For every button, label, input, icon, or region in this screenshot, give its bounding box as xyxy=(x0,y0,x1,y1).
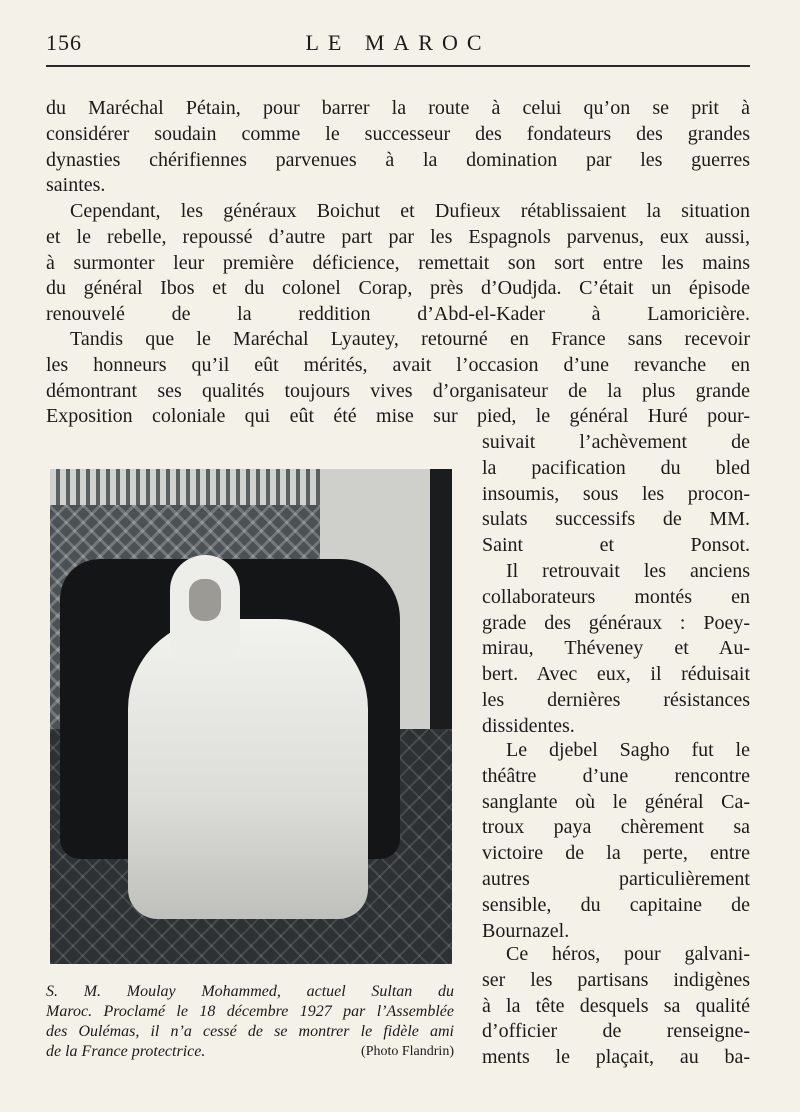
white-robe xyxy=(128,619,368,919)
text-line: suivait l’achèvement de xyxy=(482,431,750,453)
text-line: et le rebelle, repoussé d’autre part par les Espagnols parvenus, eux aussi, xyxy=(46,225,750,248)
paragraph-3 xyxy=(46,327,750,430)
paragraph-1 xyxy=(46,96,750,199)
caption-line: Maroc. Proclamé le 18 décembre 1927 par l’Assemblée xyxy=(46,1003,454,1020)
paragraph-5 xyxy=(482,738,750,944)
paragraph-4 xyxy=(482,559,750,740)
text-line: troux paya chèrement sa xyxy=(482,816,750,839)
text-line: les honneurs qu’il eût mérités, avait l’occasion d’une revanche en xyxy=(46,353,750,376)
text-line: Il retrouvait les anciens xyxy=(506,560,750,582)
text-line: sanglante où le général Ca- xyxy=(482,790,750,813)
text-line: Le djebel Sagho fut le xyxy=(506,739,750,761)
text-line: bert. Avec eux, il réduisait xyxy=(482,663,750,686)
header-rule xyxy=(46,65,750,67)
wall-frieze xyxy=(50,469,320,505)
text-line: du Maréchal Pétain, pour barrer la route à celui qu’on se prit à xyxy=(46,97,750,119)
photo-credit: (Photo Flandrin) xyxy=(361,1044,454,1059)
text-line: Saint et Ponsot. xyxy=(482,534,750,557)
text-line: ments le plaçait, au ba- xyxy=(482,1046,750,1069)
text-line: sulats successifs de MM. xyxy=(482,508,750,531)
paragraph-2 xyxy=(46,199,750,328)
face xyxy=(189,579,221,621)
text-line: Ce héros, pour galvani- xyxy=(506,943,750,965)
text-line: du général Ibos et du colonel Corap, près d’Oudjda. C’était un épisode xyxy=(46,277,750,300)
text-line: la pacification du bled xyxy=(482,456,750,479)
paragraph-3-continued xyxy=(482,430,750,559)
text-line: ser les partisans indigènes xyxy=(482,968,750,991)
text-line: victoire de la perte, entre xyxy=(482,842,750,865)
text-line: Exposition coloniale qui eût été mise sur pied, le général Huré pour- xyxy=(46,405,750,428)
sultan-photograph xyxy=(50,469,452,964)
paragraph-6 xyxy=(482,942,750,1071)
text-line: considérer soudain comme le successeur des fondateurs des grandes xyxy=(46,122,750,145)
text-line: Tandis que le Maréchal Lyautey, retourné en France sans recevoir xyxy=(70,328,750,350)
caption-line: S. M. Moulay Mohammed, actuel Sultan du xyxy=(46,983,454,1000)
text-line: d’officier de renseigne- xyxy=(482,1020,750,1043)
caption-line: de la France protectrice. xyxy=(46,1043,206,1060)
caption-line: des Oulémas, il n’a cessé de se montrer le fidèle ami xyxy=(46,1023,454,1040)
page-number: 156 xyxy=(46,30,82,55)
text-line: dissidentes. xyxy=(482,714,575,737)
text-line: Bournazel. xyxy=(482,919,570,942)
text-line: saintes. xyxy=(46,174,106,197)
text-line: théâtre d’une rencontre xyxy=(482,764,750,787)
text-line: collaborateurs montés en xyxy=(482,585,750,608)
text-line: renouvelé de la reddition d’Abd-el-Kader à Lamoricière. xyxy=(46,303,750,326)
page-header xyxy=(46,26,750,66)
text-line: les dernières résistances xyxy=(482,688,750,711)
running-title: LE MAROC xyxy=(305,30,491,55)
text-line: autres particulièrement xyxy=(482,867,750,890)
text-line: à surmonter leur première déficience, remettait son sort entre les mains xyxy=(46,251,750,274)
photo-caption xyxy=(46,982,454,1062)
text-line: mirau, Théveney et Au- xyxy=(482,637,750,660)
text-line: Cependant, les généraux Boichut et Dufieux rétablissaient la situation xyxy=(70,200,750,222)
text-line: insoumis, sous les procon- xyxy=(482,482,750,505)
text-line: grade des généraux : Poey- xyxy=(482,611,750,634)
text-line: démontrant ses qualités toujours vives d’organisateur de la plus grande xyxy=(46,379,750,402)
text-line: dynasties chérifiennes parvenues à la domination par les guerres xyxy=(46,148,750,171)
text-line: à la tête desquels sa qualité xyxy=(482,994,750,1017)
text-line: sensible, du capitaine de xyxy=(482,893,750,916)
